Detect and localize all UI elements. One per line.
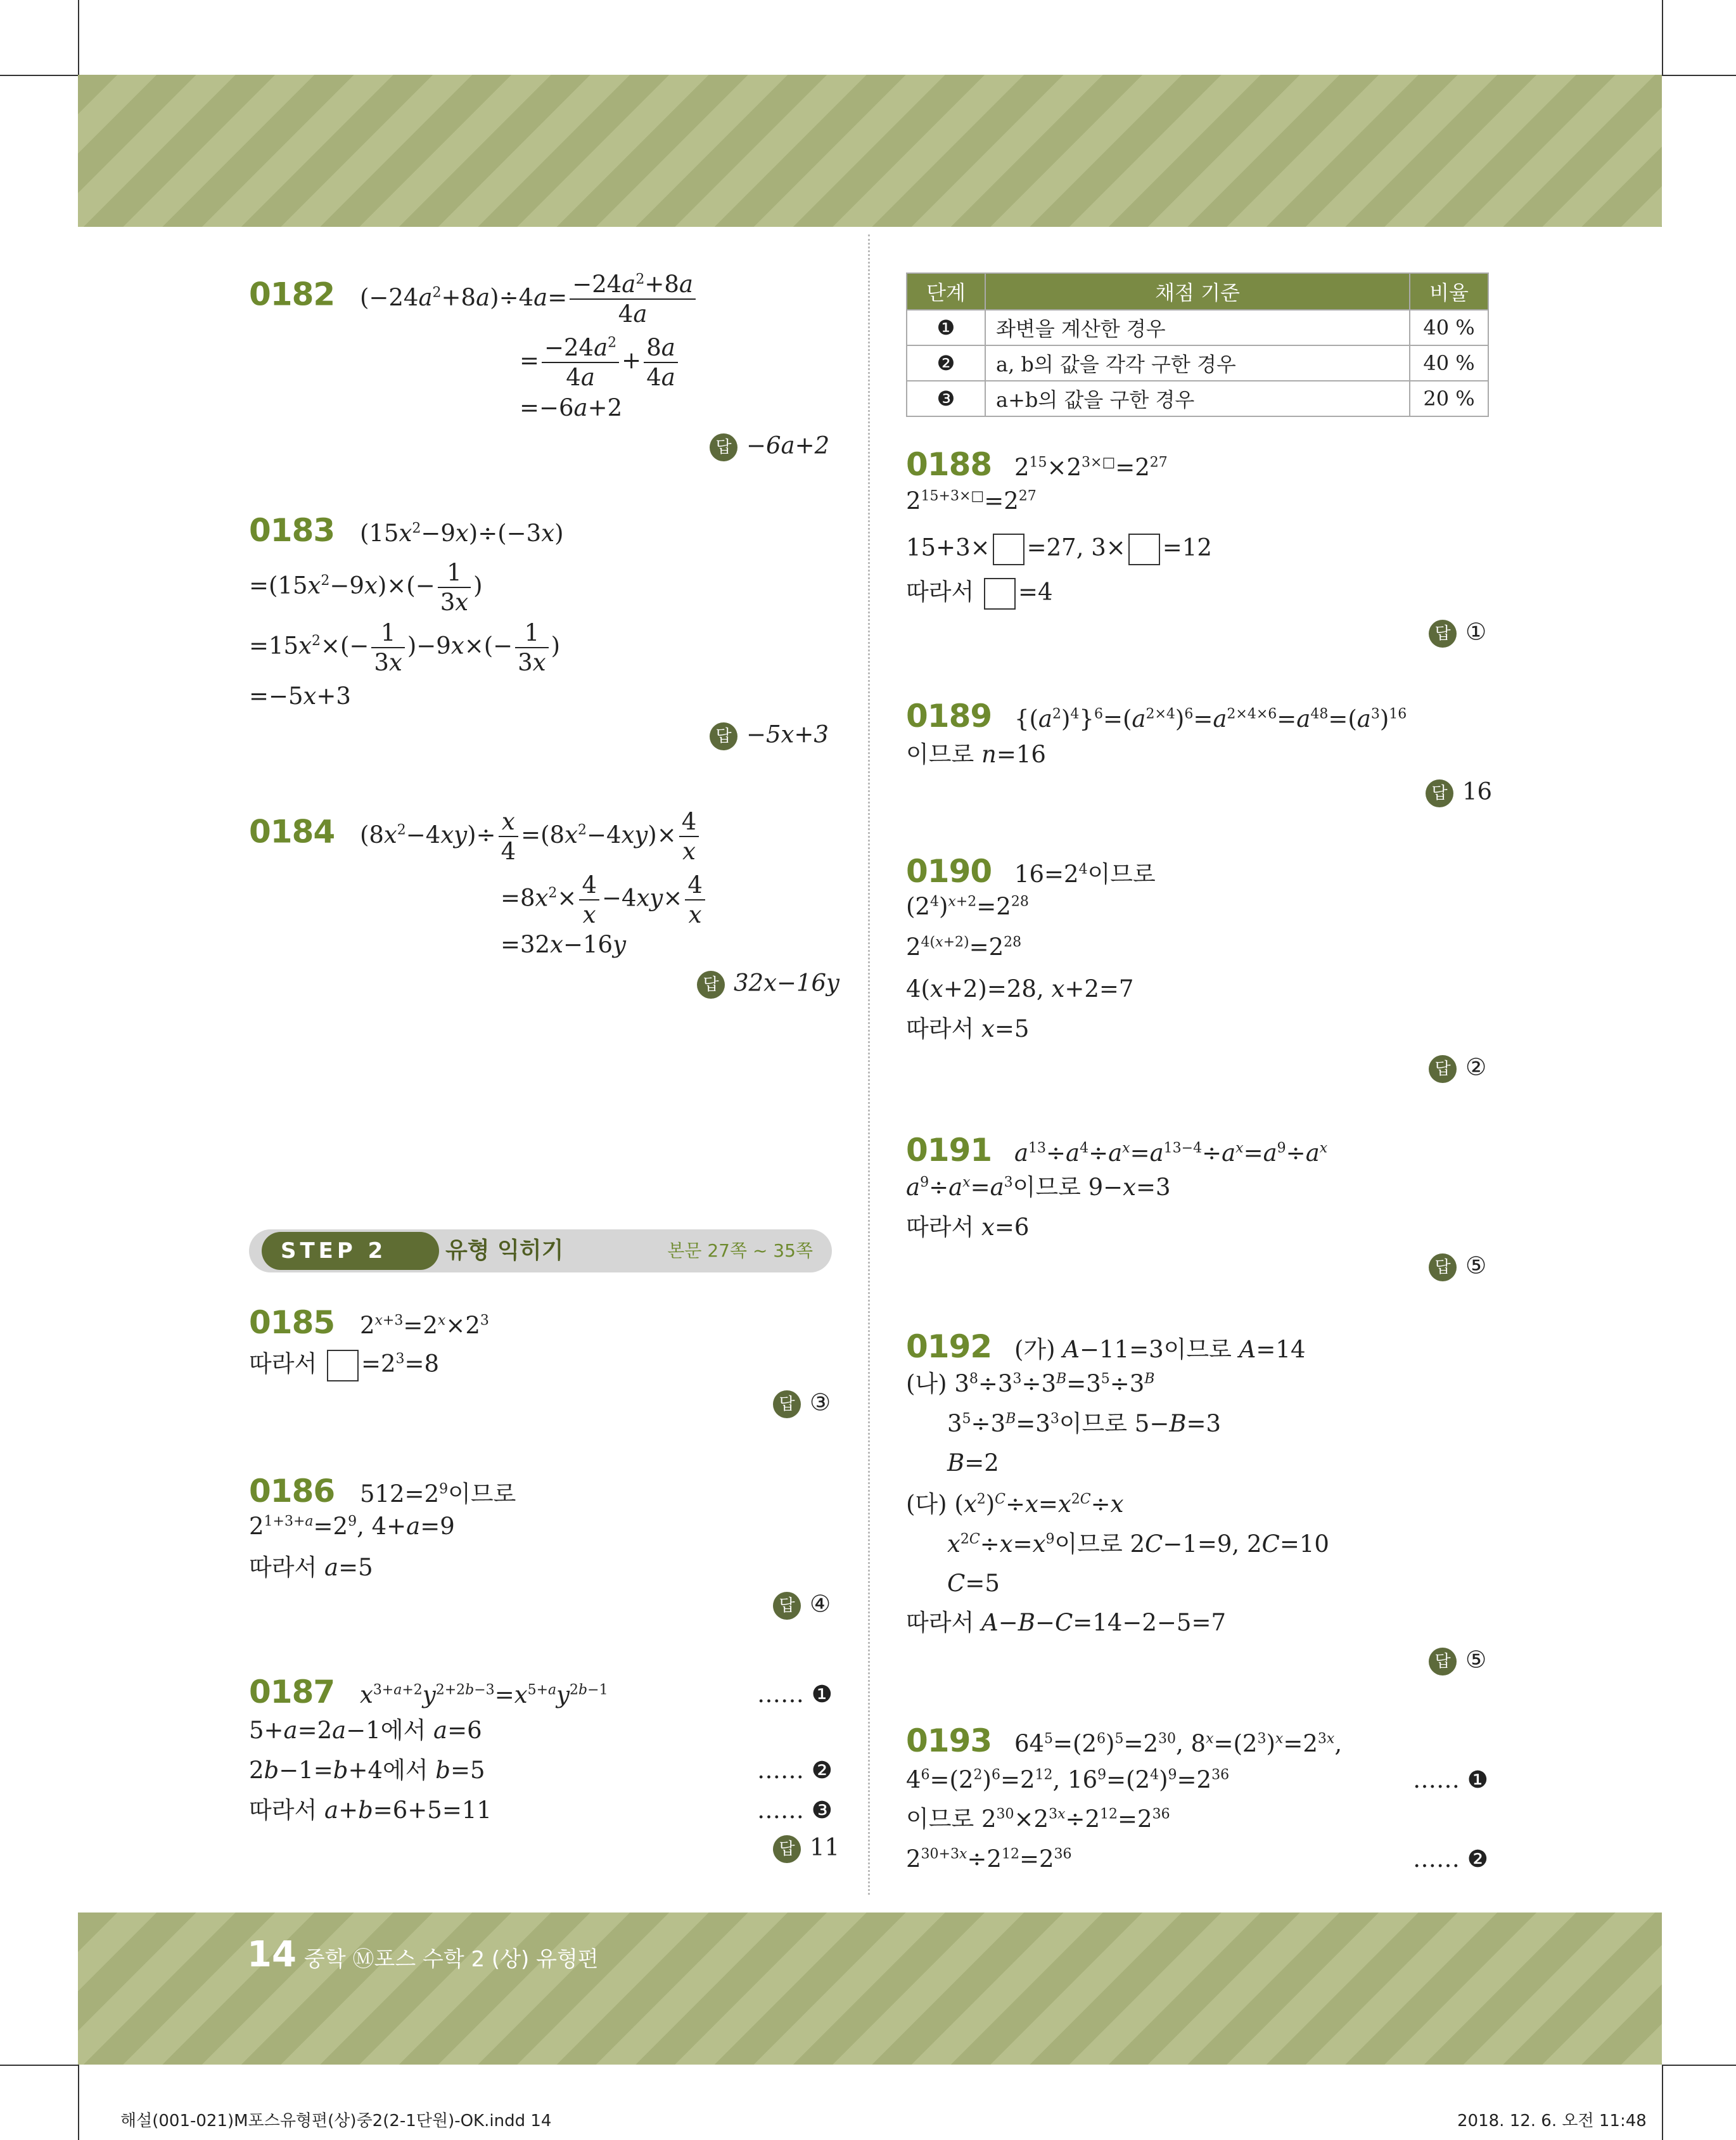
solution-line: $2^{1+3+a}=2^9$, 4+a=9 — [249, 1513, 455, 1540]
answer-0192: 답 ⑤ — [1429, 1648, 1486, 1675]
solution-line: 2b−1=b+4에서 b=5 — [249, 1757, 485, 1784]
answer-0186: 답 ④ — [773, 1592, 831, 1620]
crop-mark — [1662, 0, 1663, 75]
solution-line: 따라서 a=5 — [249, 1554, 373, 1581]
problem-0190: 0190 $16=2^4$이므로 — [906, 853, 1156, 890]
problem-0185: 0185 $2^{x+3}=2^x\times 2^3$ — [249, 1304, 489, 1341]
solution-line: 4(x+2)=28, x+2=7 — [906, 975, 1134, 1003]
problem-0183: 0183 $(15x^2-9x)\div(-3x)$ — [249, 512, 564, 549]
solution-line: C=5 — [947, 1570, 1000, 1597]
problem-number: 0191 — [906, 1132, 992, 1169]
solution-line: $=15x^2\times(-$ $\frac{1}{3x}$ )−9x×(− $\frac{1}{3x}$ ) — [249, 619, 561, 676]
file-slug: 해설(001-021)M포스유형편(상)중2(2-1단원)-OK.indd 14 — [120, 2111, 552, 2130]
solution-line: = $\frac{-24a^2}{4a}$ + $\frac{8a}{4a}$ — [520, 336, 680, 389]
table-header: 비율 — [1410, 273, 1488, 310]
problem-number: 0187 — [249, 1674, 335, 1710]
crop-mark — [0, 2065, 78, 2066]
footer-band — [78, 1913, 1662, 2065]
crop-mark — [78, 2065, 79, 2140]
step-banner — [249, 1229, 832, 1272]
problem-0193: 0193 $64^5=(2^6)^5=2^{30}$, $8^x=(2^3)^x=2^{3x}$, — [906, 1722, 1343, 1759]
answer-badge: 답 — [773, 1592, 801, 1620]
answer-0188: 답 ① — [1429, 620, 1486, 648]
solution-line: $2^{30+3x}\div 2^{12}=2^{36}$ — [906, 1845, 1072, 1873]
problem-0182: 0182 $(-24a^2+8a)\div 4a=$ $\frac{-24a^2+8a}{4a}$ — [249, 272, 698, 326]
crop-mark — [1662, 2065, 1663, 2140]
problem-number: 0193 — [906, 1722, 992, 1759]
problem-number: 0186 — [249, 1473, 335, 1509]
solution-line: 5+a=2a−1에서 a=6 — [249, 1717, 482, 1744]
problem-number: 0183 — [249, 512, 335, 549]
solution-line: 15+3× =27, 3× =12 — [906, 534, 1212, 565]
problem-number: 0190 — [906, 853, 992, 890]
table-header: 채점 기준 — [985, 273, 1410, 310]
answer-0187: 답 11 — [773, 1835, 839, 1863]
answer-0191: 답 ⑤ — [1429, 1253, 1486, 1281]
problem-number: 0192 — [906, 1328, 992, 1365]
step-marker: …… ❶ — [1413, 1766, 1488, 1793]
solution-line: (다) $(x^2)^C\div x=x^{2C}\div x$ — [906, 1490, 1124, 1518]
solution-line: $=8x^2\times$ $\frac{4}{x}$ −4xy× $\frac{4}{x}$ — [501, 873, 708, 926]
answer-0184: 답 32x−16y — [697, 971, 839, 999]
answer-0185: 답 ③ — [773, 1390, 831, 1418]
problem-0186: 0186 $512=2^9$이므로 — [249, 1473, 516, 1509]
solution-line: $a^9\div a^x=a^3$이므로 9−x=3 — [906, 1174, 1171, 1201]
crop-mark — [1662, 75, 1736, 76]
page-number: 14 — [247, 1934, 297, 1975]
answer-badge: 답 — [1429, 1648, 1457, 1675]
solution-line: =32x−16y — [501, 931, 626, 958]
solution-line: $=(15x^2-9x)\times(-$ $\frac{1}{3x}$ ) — [249, 559, 483, 616]
solution-line: B=2 — [947, 1449, 999, 1477]
answer-badge: 답 — [1429, 1055, 1457, 1083]
problem-0187: 0187 $x^{3+a+2}y^{2+2b-3}=x^{5+a}y^{2b-1}$ — [249, 1674, 608, 1710]
table-row: ❸ a+b의 값을 구한 경우 20 % — [907, 381, 1488, 416]
problem-number: 0182 — [249, 276, 335, 313]
problem-0191: 0191 $a^{13}\div a^4\div a^x=a^{13-4}\div a^x=a^9\div a^x$ — [906, 1132, 1328, 1169]
table-row: ❷ a, b의 값을 각각 구한 경우 40 % — [907, 345, 1488, 381]
solution-line: (나) $3^8\div 3^3\div 3^B=3^5\div 3^B$ — [906, 1370, 1155, 1397]
header-band — [78, 75, 1662, 227]
solution-line: 따라서 A−B−C=14−2−5=7 — [906, 1609, 1226, 1636]
crop-mark — [1662, 2065, 1736, 2066]
answer-badge: 답 — [710, 433, 737, 461]
answer-0189: 답 16 — [1426, 779, 1492, 807]
problem-number: 0188 — [906, 446, 992, 483]
problem-number: 0184 — [249, 813, 335, 850]
table-row: ❶ 좌변을 계산한 경우 40 % — [907, 310, 1488, 345]
solution-line: $x^{2C}\div x=x^9$이므로 2C−1=9, 2C=10 — [947, 1530, 1329, 1558]
solution-line: $2^{4(x+2)}=2^{28}$ — [906, 933, 1022, 961]
step-page-ref: 본문 27쪽 ~ 35쪽 — [667, 1240, 813, 1261]
answer-badge: 답 — [1429, 620, 1457, 648]
solution-line: 따라서 $=2^3=8$ — [249, 1350, 439, 1381]
solution-line: 따라서 x=6 — [906, 1214, 1030, 1241]
answer-badge: 답 — [697, 971, 725, 999]
solution-line: =−5x+3 — [249, 682, 351, 710]
grading-table — [906, 272, 1489, 417]
solution-line: =−6a+2 — [520, 394, 623, 421]
answer-0190: 답 ② — [1429, 1055, 1486, 1083]
answer-badge: 답 — [773, 1390, 801, 1418]
problem-number: 0189 — [906, 698, 992, 734]
step-marker: …… ❶ — [757, 1681, 833, 1708]
step-marker: …… ❷ — [757, 1757, 833, 1784]
answer-badge: 답 — [710, 722, 737, 750]
answer-0182: 답 −6a+2 — [710, 433, 829, 461]
solution-line: 이므로 n=16 — [906, 741, 1046, 768]
solution-line: 이므로 $2^{30}\times 2^{3x}\div 2^{12}=2^{36}$ — [906, 1805, 1170, 1833]
problem-number: 0185 — [249, 1304, 335, 1341]
problem-0192: 0192 (가) A−11=3이므로 A=14 — [906, 1328, 1306, 1365]
answer-badge: 답 — [1429, 1253, 1457, 1281]
crop-mark — [0, 75, 78, 76]
step-marker: …… ❷ — [1413, 1845, 1488, 1873]
solution-line: $2^{15+3\times□}=2^{27}$ — [906, 487, 1037, 515]
problem-0189: 0189 $\{(a^2)^4\}^6=(a^{2\times 4})^6=a^{2\times 4\times 6}=a^{48}=(a^3)^{16}$ — [906, 698, 1407, 734]
solution-line: $4^6=(2^2)^6=2^{12}$, $16^9=(2^4)^9=2^{36}$ — [906, 1766, 1230, 1793]
solution-line: 따라서 a+b=6+5=11 — [249, 1797, 492, 1824]
answer-0183: 답 −5x+3 — [710, 722, 829, 750]
problem-0184: 0184 $(8x^2-4xy)\div$ $\frac{x}{4}$ $=(8x^2-4xy)\times$ $\frac{4}{x}$ — [249, 810, 701, 863]
column-divider — [868, 234, 870, 1895]
book-title: 중학 Ⓜ포스 수학 2 (상) 유형편 — [304, 1947, 599, 1972]
print-date: 2018. 12. 6. 오전 11:48 — [1457, 2111, 1647, 2130]
answer-badge: 답 — [1426, 779, 1453, 807]
problem-0188: 0188 $2^{15}\times 2^{3\times□}=2^{27}$ — [906, 446, 1168, 483]
solution-line: 따라서 =4 — [906, 578, 1053, 610]
solution-line: $(2^4)^{x+2}=2^{28}$ — [906, 893, 1029, 920]
answer-badge: 답 — [773, 1835, 801, 1863]
table-header: 단계 — [907, 273, 985, 310]
step-label: STEP 2 — [262, 1232, 439, 1270]
solution-line: $3^5\div 3^B=3^3$이므로 5−B=3 — [947, 1410, 1222, 1437]
crop-mark — [78, 0, 79, 75]
step-title: 유형 익히기 — [445, 1238, 564, 1264]
step-marker: …… ❸ — [757, 1797, 833, 1824]
solution-line: 따라서 x=5 — [906, 1015, 1030, 1042]
